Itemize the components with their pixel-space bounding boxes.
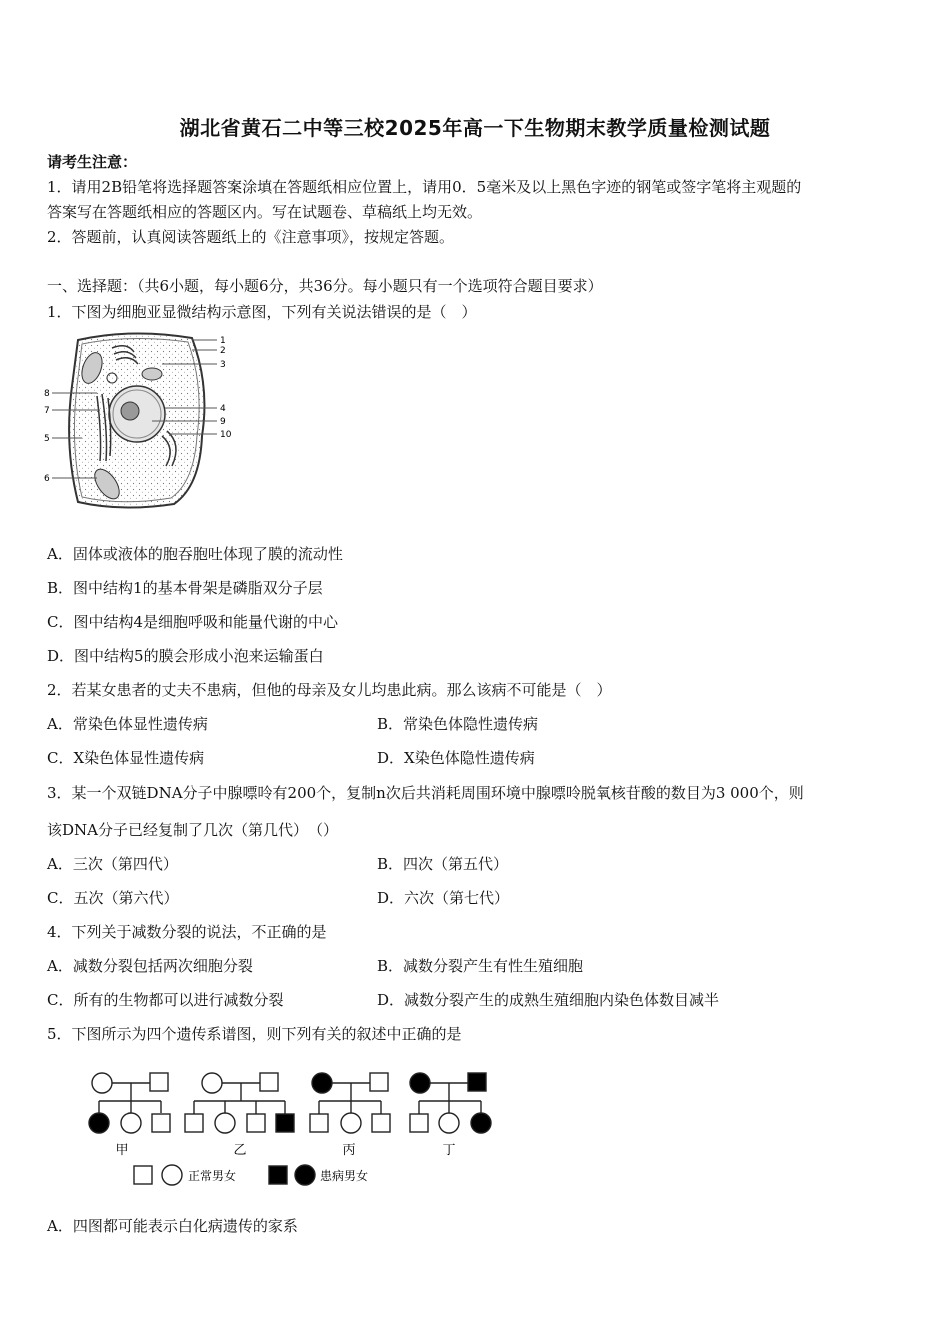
notice-heading: 请考生注意： xyxy=(47,153,138,171)
pedigree-yi xyxy=(185,1073,294,1133)
page-title: 湖北省黄石二中等三校2025年高一下生物期末教学质量检测试题 xyxy=(179,116,771,140)
label-2: 2 xyxy=(220,346,226,356)
label-5: 5 xyxy=(44,434,50,444)
q4-option-b: B．减数分裂产生有性生殖细胞 xyxy=(377,957,584,975)
q2-stem: 2．若某女患者的丈夫不患病，但他的母亲及女儿均患此病。那么该病不可能是（ ） xyxy=(47,681,612,699)
q3-option-c: C．五次（第六代） xyxy=(47,889,179,907)
q1-option-a: A．固体或液体的胞吞胞吐体现了膜的流动性 xyxy=(47,545,343,563)
pedigree-label-yi: 乙 xyxy=(233,1143,247,1158)
label-6: 6 xyxy=(44,474,50,484)
q5-option-a: A．四图都可能表示白化病遗传的家系 xyxy=(47,1217,298,1235)
q4-option-c: C．所有的生物都可以进行减数分裂 xyxy=(47,991,284,1009)
q4-option-d: D．减数分裂产生的成熟生殖细胞内染色体数目减半 xyxy=(377,991,720,1009)
pedigree-label-jia: 甲 xyxy=(115,1143,129,1158)
label-4: 4 xyxy=(220,404,226,414)
pedigree-ding xyxy=(410,1073,491,1133)
pedigree-label-ding: 丁 xyxy=(442,1143,456,1158)
q1-option-c: C．图中结构4是细胞呼吸和能量代谢的中心 xyxy=(47,613,339,631)
notice-line-2: 2．答题前，认真阅读答题纸上的《注意事项》，按规定答题。 xyxy=(47,228,455,246)
q3-stem-line2: 该DNA分子已经复制了几次（第几代） （） xyxy=(47,821,338,839)
notice-line-1b: 答案写在答题纸相应的答题区内。写在试题卷、草稿纸上均无效。 xyxy=(47,203,483,221)
notice-line-1a: 1．请用2B铅笔将选择题答案涂填在答题纸相应位置上，请用0．5毫米及以上黑色字迹的钢笔或签字笔将主观题的 xyxy=(47,178,802,196)
q2-option-c: C．X染色体显性遗传病 xyxy=(47,749,205,767)
label-9: 9 xyxy=(220,417,226,427)
q4-stem: 4．下列关于减数分裂的说法，不正确的是 xyxy=(47,923,327,941)
label-8: 8 xyxy=(44,389,50,399)
q2-option-a: A．常染色体显性遗传病 xyxy=(47,715,208,733)
label-1: 1 xyxy=(220,336,226,346)
q5-stem: 5．下图所示为四个遗传系谱图，则下列有关的叙述中正确的是 xyxy=(47,1025,462,1043)
pedigree-figure xyxy=(82,1065,502,1193)
legend-affected-male xyxy=(269,1166,287,1184)
legend-affected-female xyxy=(295,1165,315,1185)
q1-stem: 1．下图为细胞亚显微结构示意图，下列有关说法错误的是（ ） xyxy=(47,303,477,321)
label-3: 3 xyxy=(220,360,226,370)
legend-normal-male xyxy=(134,1166,152,1184)
pedigree-bing xyxy=(310,1073,390,1133)
legend-affected-label: 患病男女 xyxy=(320,1169,369,1183)
q2-option-d: D．X染色体隐性遗传病 xyxy=(377,749,535,767)
label-10: 10 xyxy=(220,430,232,440)
pedigree-label-bing: 丙 xyxy=(342,1143,356,1158)
legend-normal-female xyxy=(162,1165,182,1185)
q3-option-a: A．三次（第四代） xyxy=(47,855,178,873)
legend-normal-label: 正常男女 xyxy=(188,1169,237,1183)
q4-option-a: A．减数分裂包括两次细胞分裂 xyxy=(47,957,253,975)
q3-option-d: D．六次（第七代） xyxy=(377,889,510,907)
label-7: 7 xyxy=(44,406,50,416)
cell-structure-figure xyxy=(42,326,242,516)
q3-option-b: B．四次（第五代） xyxy=(377,855,509,873)
q3-stem-line1: 3．某一个双链DNA分子中腺嘌呤有200个，复制n次后共消耗周围环境中腺嘌呤脱氧核苷酸的数目为3 000个，则 xyxy=(47,784,804,802)
q1-option-d: D．图中结构5的膜会形成小泡来运输蛋白 xyxy=(47,647,324,665)
section-heading: 一、选择题：（共6小题，每小题6分，共36分。每小题只有一个选项符合题目要求） xyxy=(47,277,603,295)
q2-option-b: B．常染色体隐性遗传病 xyxy=(377,715,539,733)
pedigree-jia xyxy=(89,1073,170,1133)
q1-option-b: B．图中结构1的基本骨架是磷脂双分子层 xyxy=(47,579,323,597)
